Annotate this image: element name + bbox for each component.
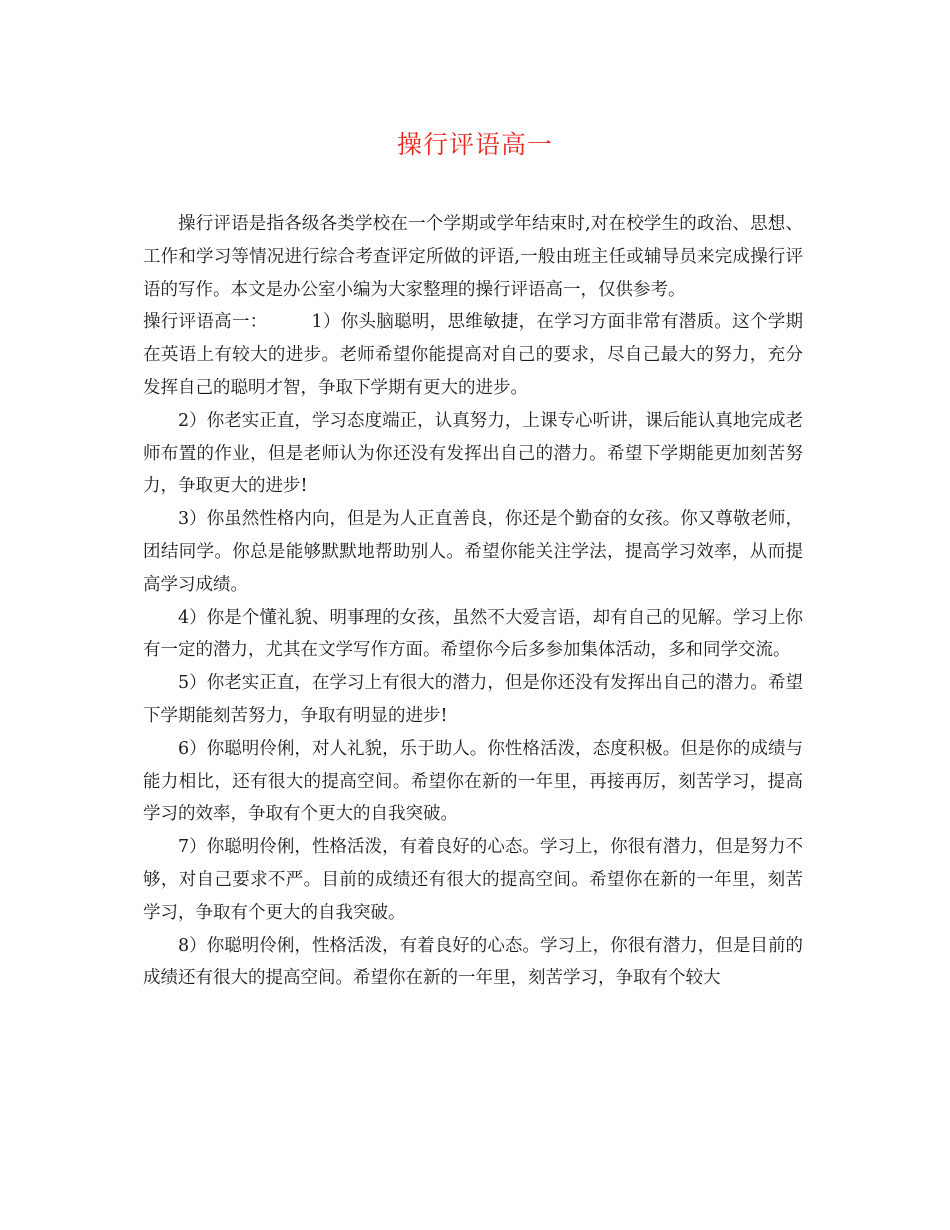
section-paragraph-1	[143, 306, 803, 404]
section-label: 操行评语高一：	[143, 312, 268, 333]
document-title: 操行评语高一	[396, 130, 553, 159]
item-paragraph-6: 6）你聪明伶俐，对人礼貌，乐于助人。你性格活泼，态度积极。但是你的成绩与能力相比，还有很大的提高空间。希望你在新的一年里，再接再厉，刻苦学习，提高学习的效率，争取有个更大的自我突破。	[143, 738, 803, 825]
intro-paragraph: 操行评语是指各级各类学校在一个学期或学年结束时,对在校学生的政治、思想、工作和学习等情况进行综合考查评定所做的评语,一般由班主任或辅导员来完成操行评语的写作。本文是办公室小编为大家整理的操行评语高一，仅供参考。	[143, 214, 803, 300]
item-paragraph-3: 3）你虽然性格内向，但是为人正直善良，你还是个勤奋的女孩。你又尊敬老师，团结同学。你总是能够默默地帮助别人。希望你能关注学法，提高学习效率，从而提高学习成绩。	[143, 509, 803, 595]
item-paragraph-5: 5）你老实正直，在学习上有很大的潜力，但是你还没有发挥出自己的潜力。希望下学期能刻苦努力，争取有明显的进步!	[143, 673, 803, 726]
item-paragraph-7: 7）你聪明伶俐，性格活泼，有着良好的心态。学习上，你很有潜力，但是努力不够，对自己要求不严。目前的成绩还有很大的提高空间。希望你在新的一年里，刻苦学习，争取有个更大的自我突破。	[143, 837, 803, 923]
item-1-text: 1）你头脑聪明，思维敏捷，在学习方面非常有潜质。这个学期在英语上有较大的进步。老师希望你能提高对自己的要求，尽自己最大的努力，充分发挥自己的聪明才智，争取下学期有更大的进步。	[143, 312, 803, 398]
item-paragraph-8: 8）你聪明伶俐，性格活泼，有着良好的心态。学习上，你很有潜力，但是目前的成绩还有很大的提高空间。希望你在新的一年里，刻苦学习，争取有个较大	[143, 935, 803, 989]
item-paragraph-4: 4）你是个懂礼貌、明事理的女孩，虽然不大爱言语，却有自己的见解。学习上你有一定的潜力，尤其在文学写作方面。希望你今后多参加集体活动，多和同学交流。	[143, 607, 803, 661]
document-body	[143, 208, 803, 995]
item-paragraph-2: 2）你老实正直，学习态度端正，认真努力，上课专心听讲，课后能认真地完成老师布置的作业，但是老师认为你还没有发挥出自己的潜力。希望下学期能更加刻苦努力，争取更大的进步!	[143, 410, 803, 497]
